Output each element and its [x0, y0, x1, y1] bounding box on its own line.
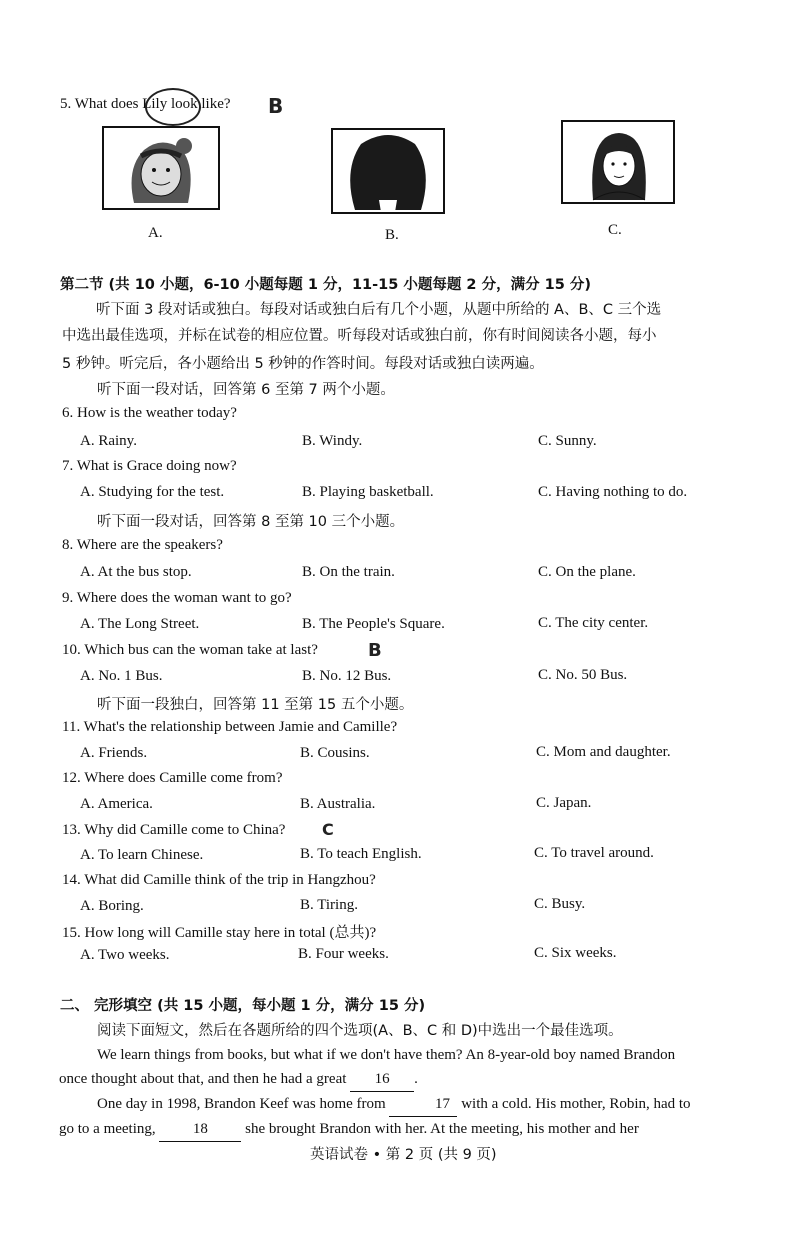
q9-option-c: C. The city center.: [538, 615, 649, 631]
q10-option-a: A. No. 1 Bus.: [80, 668, 163, 684]
q12-option-c: C. Japan.: [536, 795, 592, 811]
q14-option-b: B. Tiring.: [300, 897, 358, 913]
q11-option-b: B. Cousins.: [300, 745, 370, 761]
q15-stem: 15. How long will Camille stay here in total (总共)?: [62, 925, 377, 941]
passage-line-3-text: One day in 1998, Brandon Keef was home from: [97, 1096, 386, 1112]
girl-curly-hair-icon: [104, 128, 218, 208]
sub-intro-8-10: 听下面一段对话，回答第 8 至第 10 三个小题。: [97, 514, 405, 530]
picture-a-label: A.: [148, 225, 163, 241]
passage-line-4: [59, 1117, 759, 1142]
passage-line-4-text: go to a meeting,: [59, 1121, 156, 1137]
q8-option-b: B. On the train.: [302, 564, 395, 580]
q6-stem: 6. How is the weather today?: [62, 405, 237, 421]
q6-option-b: B. Windy.: [302, 433, 363, 449]
q13-stem: 13. Why did Camille come to China?: [62, 822, 286, 838]
q8-option-a: A. At the bus stop.: [80, 564, 192, 580]
q10-stem: 10. Which bus can the woman take at last?: [62, 642, 318, 658]
page-footer: 英语试卷 • 第 2 页 (共 9 页): [310, 1147, 497, 1163]
blank-17[interactable]: 17: [389, 1092, 457, 1117]
q11-option-a: A. Friends.: [80, 745, 148, 761]
q10-option-c: C. No. 50 Bus.: [538, 667, 628, 683]
sub-intro-6-7: 听下面一段对话，回答第 6 至第 7 两个小题。: [97, 382, 395, 398]
q5-handwritten-answer: B: [268, 94, 284, 118]
q10-option-b: B. No. 12 Bus.: [302, 668, 392, 684]
q13-option-c: C. To travel around.: [534, 845, 654, 861]
q11-option-c: C. Mom and daughter.: [536, 744, 671, 760]
q12-option-b: B. Australia.: [300, 796, 376, 812]
q8-option-c: C. On the plane.: [538, 564, 636, 580]
q12-option-a: A. America.: [80, 796, 153, 812]
handwritten-circle: [145, 88, 201, 126]
q14-option-c: C. Busy.: [534, 896, 586, 912]
q9-option-a: A. The Long Street.: [80, 616, 200, 632]
passage-line-2-text: once thought about that, and then he had a great: [59, 1071, 347, 1087]
passage-line-2: [59, 1067, 759, 1092]
q7-option-b: B. Playing basketball.: [302, 484, 434, 500]
section2-instruction-3: 5 秒钟。听完后，各小题给出 5 秒钟的作答时间。每段对话或独白读两遍。: [62, 356, 544, 372]
q14-stem: 14. What did Camille think of the trip in Hangzhou?: [62, 872, 376, 888]
q12-stem: 12. Where does Camille come from?: [62, 770, 283, 786]
section2-heading: 第二节 (共 10 小题，6-10 小题每题 1 分，11-15 小题每题 2 分，满分 15 分): [60, 277, 591, 293]
q8-stem: 8. Where are the speakers?: [62, 537, 223, 553]
girl-straight-hair-icon: [563, 122, 673, 202]
passage-line-4-end: she brought Brandon with her. At the meeting, his mother and her: [245, 1121, 639, 1137]
q6-option-a: A. Rainy.: [80, 433, 137, 449]
passage-line-1: We learn things from books, but what if we don't have them? An 8-year-old boy named Brandon: [97, 1047, 676, 1063]
blank-18[interactable]: 18: [159, 1117, 241, 1142]
q13-option-b: B. To teach English.: [300, 846, 422, 862]
section2-instruction-2: 中选出最佳选项，并标在试卷的相应位置。听每段对话或独白前，你有时间阅读各小题，每小: [62, 328, 657, 344]
part2-heading: 二、 完形填空 (共 15 小题，每小题 1 分，满分 15 分): [60, 998, 426, 1014]
q7-option-a: A. Studying for the test.: [80, 484, 225, 500]
picture-b-label: B.: [385, 227, 399, 243]
q7-stem: 7. What is Grace doing now?: [62, 458, 237, 474]
passage-line-3: [59, 1092, 759, 1117]
section2-instruction-1: 听下面 3 段对话或独白。每段对话或独白后有几个小题，从题中所给的 A、B、C 三个选: [96, 302, 662, 318]
q5-stem: 5. What does Lily look like?: [60, 96, 231, 112]
q14-option-a: A. Boring.: [80, 898, 144, 914]
sub-intro-11-15: 听下面一段独白，回答第 11 至第 15 五个小题。: [97, 697, 414, 713]
cloze-passage: [59, 1043, 759, 1142]
girl-long-curly-hair-icon: [333, 130, 443, 212]
blank-16[interactable]: 16: [350, 1067, 414, 1092]
q11-stem: 11. What's the relationship between Jamie and Camille?: [62, 719, 398, 735]
q10-handwritten-mark: B: [368, 640, 382, 661]
picture-b: [331, 128, 445, 214]
q9-stem: 9. Where does the woman want to go?: [62, 590, 292, 606]
passage-line-2-end: .: [414, 1071, 418, 1087]
q15-option-c: C. Six weeks.: [534, 945, 617, 961]
picture-a: [102, 126, 220, 210]
q6-option-c: C. Sunny.: [538, 433, 597, 449]
picture-c: [561, 120, 675, 204]
q13-option-a: A. To learn Chinese.: [80, 847, 204, 863]
q15-option-b: B. Four weeks.: [298, 946, 389, 962]
q13-handwritten-mark: C: [322, 820, 334, 839]
q15-option-a: A. Two weeks.: [80, 947, 170, 963]
passage-line-3-end: with a cold. His mother, Robin, had to: [461, 1096, 691, 1112]
q7-option-c: C. Having nothing to do.: [538, 484, 688, 500]
part2-instruction: 阅读下面短文，然后在各题所给的四个选项(A、B、C 和 D)中选出一个最佳选项。: [97, 1023, 623, 1039]
q9-option-b: B. The People's Square.: [302, 616, 445, 632]
picture-c-label: C.: [608, 222, 622, 238]
